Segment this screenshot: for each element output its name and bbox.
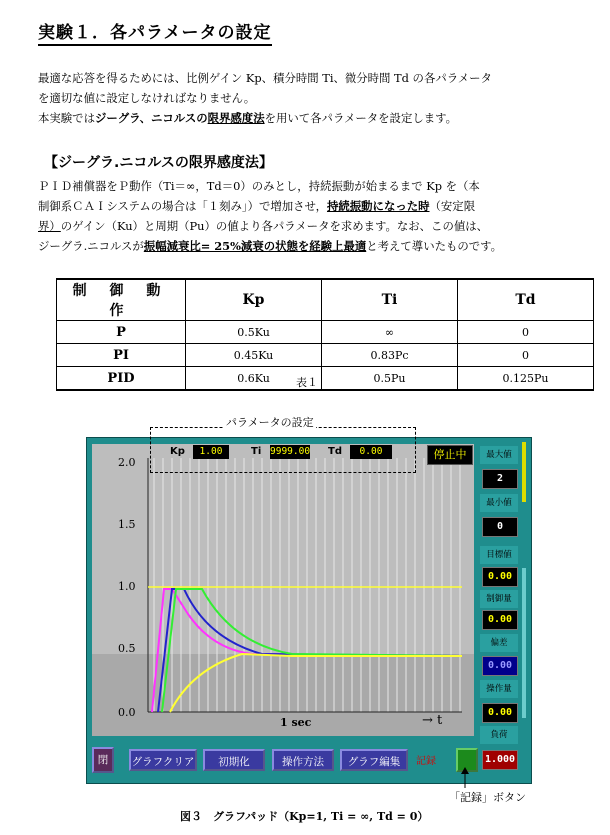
ti-value-field[interactable]: 9999.00 bbox=[270, 446, 310, 457]
parameter-table bbox=[56, 278, 594, 391]
record-arrow-head bbox=[461, 767, 469, 774]
side-scroll-bar[interactable] bbox=[522, 568, 526, 718]
load-value-field[interactable]: 1.000 bbox=[482, 750, 518, 770]
table-cell: 0 bbox=[458, 321, 594, 344]
record-label: 記録 bbox=[416, 756, 436, 767]
figure-caption: 図３ グラフパッド（Kp=1, Ti = ∞, Td = 0） bbox=[180, 810, 429, 823]
control-value: 0.00 bbox=[482, 610, 518, 630]
table-header: Ti bbox=[322, 279, 458, 321]
page-title: 実験１．各パラメータの設定 bbox=[38, 18, 272, 46]
max-value-field[interactable]: 2 bbox=[482, 469, 518, 489]
table-cell: 0 bbox=[458, 344, 594, 367]
y-tick-label: 1.5 bbox=[118, 518, 136, 531]
table-row bbox=[57, 367, 594, 391]
howto-button[interactable]: 操作方法 bbox=[272, 749, 334, 771]
min-label: 最小値 bbox=[480, 494, 518, 512]
deviation-label: 偏差 bbox=[480, 634, 518, 652]
table-cell: PID bbox=[57, 367, 186, 391]
min-value-field[interactable]: 0 bbox=[482, 517, 518, 537]
table-row bbox=[57, 321, 594, 344]
manip-value: 0.00 bbox=[482, 703, 518, 723]
load-label: 負荷 bbox=[480, 726, 518, 744]
table-row bbox=[57, 344, 594, 367]
table-cell: 0.5Ku bbox=[186, 321, 322, 344]
table-header: Kp bbox=[186, 279, 322, 321]
y-tick-label: 1.0 bbox=[118, 580, 136, 593]
t-axis-label: → t bbox=[422, 713, 443, 728]
td-value-field[interactable]: 0.00 bbox=[350, 445, 392, 459]
graph-edit-button[interactable]: グラフ編集 bbox=[340, 749, 408, 771]
intro-line-2: を適切な値に設定しなければなりません。 bbox=[38, 91, 256, 105]
table-cell: 0.125Pu bbox=[458, 367, 594, 391]
manip-label: 操作量 bbox=[480, 680, 518, 698]
table-cell: 0.83Pc bbox=[322, 344, 458, 367]
kp-label: Kp bbox=[170, 446, 185, 457]
section-heading: 【ジーグラ.ニコルスの限界感度法】 bbox=[44, 155, 273, 171]
target-value: 0.00 bbox=[482, 567, 518, 587]
table-cell: PI bbox=[57, 344, 186, 367]
graph-clear-button[interactable]: グラフクリア bbox=[129, 749, 197, 771]
table-cell: P bbox=[57, 321, 186, 344]
control-label: 制御量 bbox=[480, 590, 518, 608]
graph-plot-area bbox=[92, 444, 474, 736]
close-button[interactable]: 閉 bbox=[92, 747, 114, 773]
init-button[interactable]: 初期化 bbox=[203, 749, 265, 771]
td-label: Td bbox=[328, 446, 342, 457]
max-label: 最大値 bbox=[480, 446, 518, 464]
target-label: 目標値 bbox=[480, 546, 518, 564]
graph-plot-svg bbox=[92, 444, 474, 736]
intro-line-1: 最適な応答を得るためには、比例ゲイン Kp、積分時間 Ti、微分時間 Td の各パラメータ bbox=[38, 71, 492, 85]
table-caption: 表１ bbox=[296, 376, 318, 389]
deviation-value: 0.00 bbox=[482, 656, 518, 676]
param-settings-title: パラメータの設定 bbox=[226, 416, 314, 429]
record-arrow bbox=[455, 766, 475, 790]
y-tick-label: 0.5 bbox=[118, 642, 136, 655]
y-tick-label: 0.0 bbox=[118, 706, 136, 719]
section-line-4: ジーグラ.ニコルスが振幅減衰比= 25%減衰の状態を経験上最適と考えて導いたものです。 bbox=[38, 239, 503, 253]
table-cell: 0.45Ku bbox=[186, 344, 322, 367]
section-line-3: 界）のゲイン（Ku）と周期（Pu）の値より各パラメータを求めます。なお、この値は、 bbox=[38, 219, 489, 233]
record-button-note: 「記録」ボタン bbox=[449, 791, 526, 804]
ti-label: Ti bbox=[251, 446, 262, 457]
table-cell: 0.6Ku bbox=[186, 367, 322, 391]
table-header-row bbox=[57, 279, 594, 321]
status-indicator: 停止中 bbox=[427, 445, 473, 465]
table-cell: 0.5Pu bbox=[322, 367, 458, 391]
table-header: Td bbox=[458, 279, 594, 321]
x-axis-label: 1 sec bbox=[280, 716, 312, 729]
kp-value-field[interactable]: 1.00 bbox=[193, 445, 229, 459]
section-line-2: 制御系ＣＡＩシステムの場合は「１刻み」）で増加させ，持続振動になった時（安定限 bbox=[38, 199, 476, 213]
intro-line-3: 本実験ではジーグラ、ニコルスの限界感度法を用いて各パラメータを設定します。 bbox=[38, 111, 457, 125]
section-line-1: ＰＩＤ補償器をＰ動作（Ti＝∞，Td＝0）のみとし，持続振動が始まるまで Kp を（本 bbox=[38, 179, 480, 193]
table-header: 制 御 動 作 bbox=[57, 279, 186, 321]
side-indicator-bar bbox=[522, 442, 526, 502]
table-cell: ∞ bbox=[322, 321, 458, 344]
y-tick-label: 2.0 bbox=[118, 456, 136, 469]
